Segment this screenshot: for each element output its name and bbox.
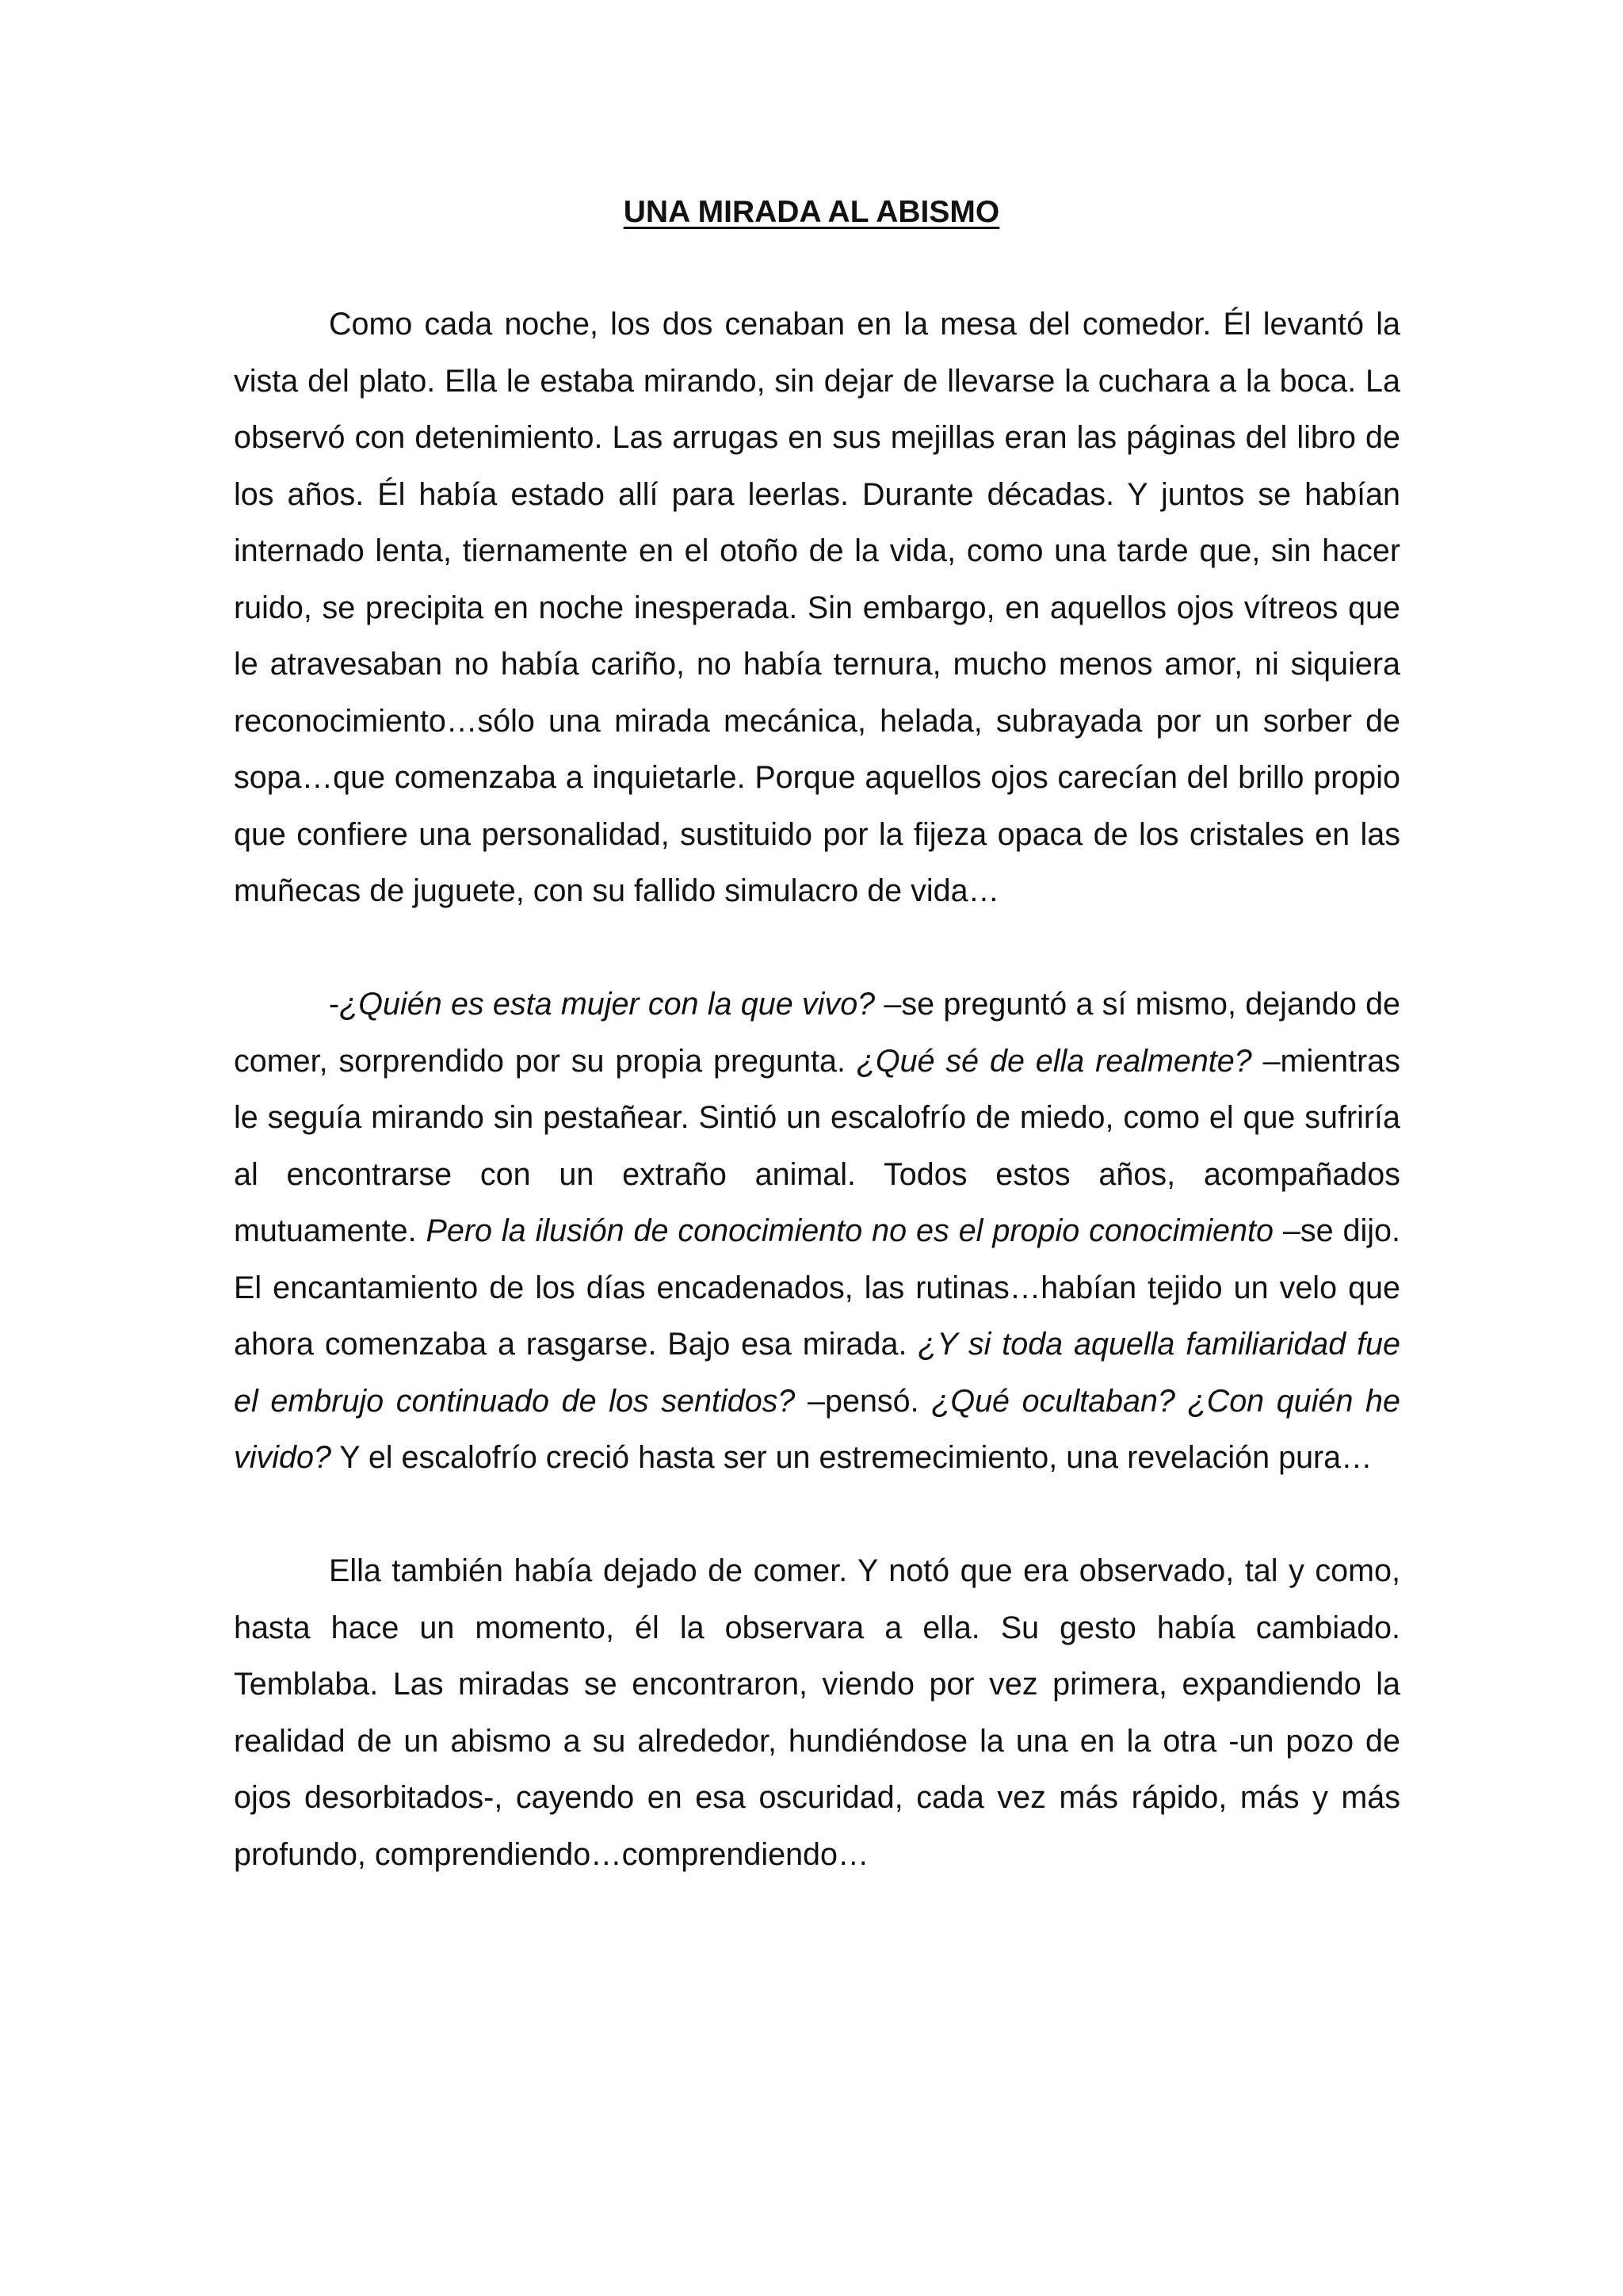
paragraph-segment-italic: Pero la ilusión de conocimiento no es el propio conocimiento bbox=[426, 1213, 1274, 1248]
paragraph-segment-italic: ¿Qué ocultaban? ¿Con quién he vivido? bbox=[234, 1383, 1400, 1475]
paragraph-segment: Y el escalofrío creció hasta ser un estremecimiento, una revelación pura… bbox=[330, 1440, 1373, 1475]
paragraph-segment: Como cada noche, los dos cenaban en la mesa del comedor. Él levantó la vista del plato. Ella le estaba mirando, sin dejar de llevarse la cuchara a la boca. La observó con detenimiento. Las arrugas en sus mejillas eran las páginas del libro de los años. Él había estado allí para leerlas. Durante décadas. Y juntos se habían internado lenta, tiernamente en el otoño de la vida, como una tarde que, sin hacer ruido, se precipita en noche inesperada. Sin embargo, en aquellos ojos vítreos que le atravesaban no había cariño, no había ternura, mucho menos amor, ni siquiera reconocimiento…sólo una mirada mecánica, helada, subrayada por un sorber de sopa…que comenzaba a inquietarle. Porque aquellos ojos carecían del brillo propio que confiere una personalidad, sustituido por la fijeza opaca de los cristales en las muñecas de juguete, con su fallido simulacro de vida… bbox=[234, 307, 1400, 908]
paragraph-segment: - bbox=[329, 987, 340, 1022]
paragraph-3 bbox=[234, 1543, 1400, 1883]
paragraph-segment: –se preguntó a sí mismo, dejando de comer, sorprendido por su propia pregunta. bbox=[234, 987, 1401, 1079]
paragraph-segment: Ella también había dejado de comer. Y notó que era observado, tal y como, hasta hace un momento, él la observara a ella. Su gesto había cambiado. Temblaba. Las miradas se encontraron, viendo por vez primera, expandiendo la realidad de un abismo a su alrededor, hundiéndose la una en la otra -un pozo de ojos desorbitados-, cayendo en esa oscuridad, cada vez más rápido, más y más profundo, comprendiendo…comprendiendo… bbox=[234, 1553, 1400, 1872]
paragraph-segment-italic: ¿Y si toda aquella familiaridad fue el embrujo continuado de los sentidos? bbox=[234, 1327, 1400, 1419]
paragraph-segment-italic: ¿Quién es esta mujer con la que vivo? bbox=[339, 987, 876, 1022]
paragraph-segment: –pensó. bbox=[795, 1383, 932, 1419]
story-body bbox=[234, 296, 1400, 1883]
document-title: UNA MIRADA AL ABISMO bbox=[623, 195, 1000, 229]
paragraph-segment: –mientras le seguía mirando sin pestañear. Sintió un escalofrío de miedo, como el que sufriría al encontrarse con un extraño animal. Todos estos años, acompañados mutuamente. bbox=[234, 1043, 1400, 1248]
paragraph-2 bbox=[234, 976, 1400, 1487]
paragraph-1 bbox=[234, 296, 1400, 920]
paragraph-segment: –se dijo. El encantamiento de los días encadenados, las rutinas…habían tejido un velo que ahora comenzaba a rasgarse. Bajo esa mirada. bbox=[234, 1213, 1400, 1362]
paragraph-segment-italic: ¿Qué sé de ella realmente? bbox=[856, 1043, 1252, 1079]
